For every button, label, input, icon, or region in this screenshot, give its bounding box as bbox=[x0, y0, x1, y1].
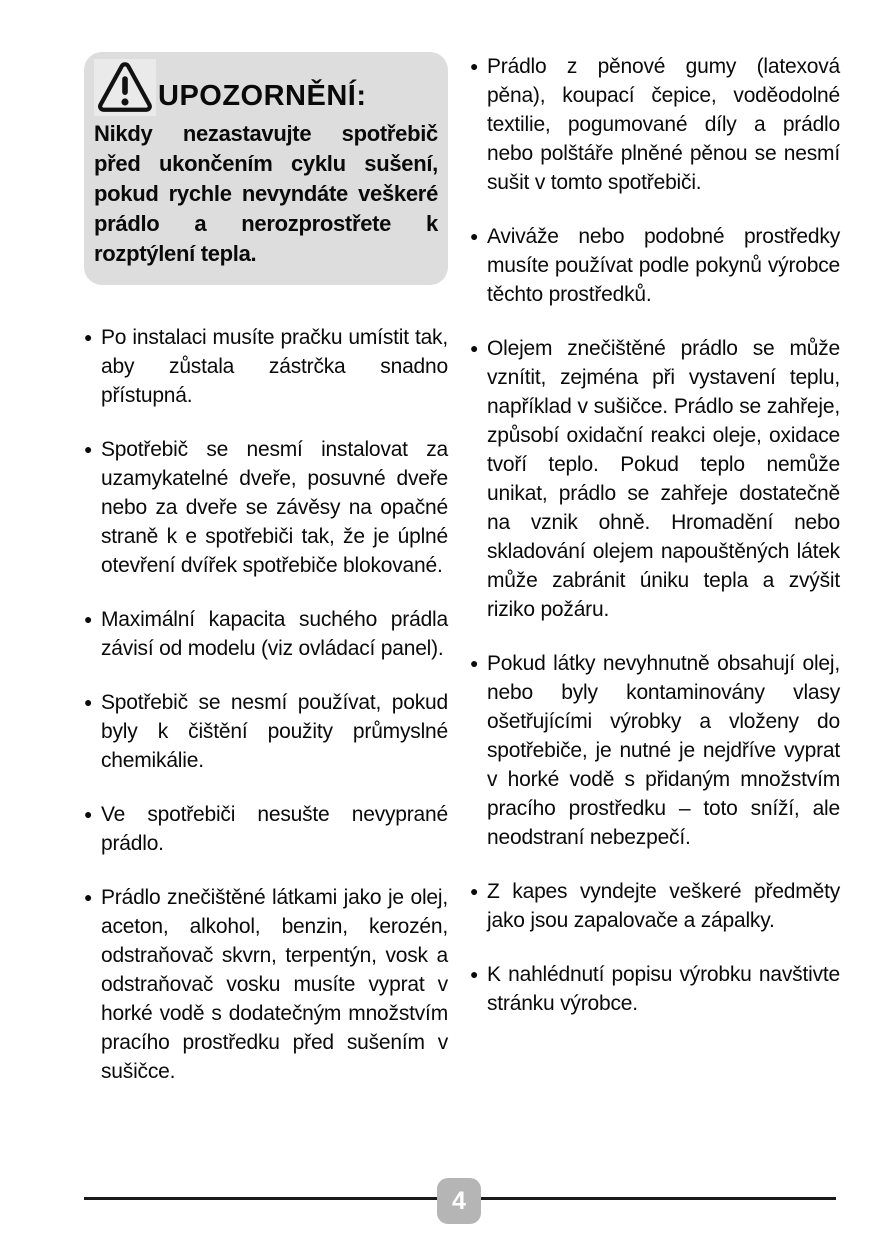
list-item bbox=[84, 435, 448, 580]
two-column-layout bbox=[84, 52, 840, 1086]
list-item-text: K nahlédnutí popisu výrobku navštivte stránku výrobce. bbox=[487, 963, 840, 1015]
warning-title: UPOZORNĚNÍ: bbox=[158, 80, 367, 112]
list-item-text: Z kapes vyndejte veškeré předměty jako jsou zapalovače a zápalky. bbox=[487, 880, 840, 932]
list-item bbox=[470, 222, 840, 309]
bullet-icon: ● bbox=[84, 889, 93, 905]
list-item-text: Maximální kapacita suchého prádla závisí od modelu (viz ovládací panel). bbox=[101, 608, 448, 660]
list-item-text: Spotřebič se nesmí instalovat za uzamykatelné dveře, posuvné dveře nebo za dveře se závěsy na opačné straně k e spotřebiči tak, že je úplné otevření dvířek spotřebiče blokované. bbox=[101, 438, 448, 577]
list-item bbox=[470, 649, 840, 852]
list-item bbox=[84, 800, 448, 858]
warning-text: Nikdy nezastavujte spotřebič před ukončením cyklu sušení, pokud rychle nevyndáte veškeré prádlo a nerozprostřete k rozptýlení tepla. bbox=[94, 121, 438, 266]
list-item-text: Olejem znečištěné prádlo se může vznítit, zejména při vystavení teplu, například v sušičce. Prádlo se zahřeje, způsobí oxidační reakci oleje, oxidace tvoří teplo. Pokud teplo nemůže unikat, prádlo se zahřeje dostatečně na vznik ohně. Hromadění nebo skladování olejem napouštěných látek může zabránit úniku tepla a zvýšit riziko požáru. bbox=[487, 337, 840, 621]
safety-instructions-list-left bbox=[84, 323, 448, 1086]
list-item-text: Aviváže nebo podobné prostředky musíte používat podle pokynů výrobce těchto prostředků. bbox=[487, 225, 840, 306]
list-item bbox=[84, 323, 448, 410]
list-item bbox=[84, 605, 448, 663]
list-item-text: Prádlo z pěnové gumy (latexová pěna), koupací čepice, voděodolné textilie, pogumované díly a prádlo nebo polštáře plněné pěnou se nesmí sušit v tomto spotřebiči. bbox=[487, 55, 840, 194]
safety-instructions-list-right bbox=[470, 52, 840, 1018]
page-number-badge: 4 bbox=[437, 1178, 481, 1224]
list-item bbox=[470, 334, 840, 624]
bullet-icon: ● bbox=[470, 228, 479, 244]
list-item bbox=[470, 52, 840, 197]
bullet-icon: ● bbox=[84, 806, 93, 822]
bullet-icon: ● bbox=[470, 883, 479, 899]
list-item-text: Ve spotřebiči nesušte nevyprané prádlo. bbox=[101, 803, 448, 855]
list-item bbox=[84, 688, 448, 775]
bullet-icon: ● bbox=[470, 966, 479, 982]
bullet-icon: ● bbox=[470, 655, 479, 671]
list-item bbox=[470, 960, 840, 1018]
bullet-icon: ● bbox=[84, 441, 93, 457]
bullet-icon: ● bbox=[84, 329, 93, 345]
warning-triangle-icon bbox=[94, 59, 156, 116]
list-item bbox=[84, 883, 448, 1086]
list-item-text: Prádlo znečištěné látkami jako je olej, aceton, alkohol, benzin, kerozén, odstraňovač skvrn, terpentýn, vosk a odstraňovač vosku musíte vyprat v horké vodě s dodatečným množstvím pracího prostředku před sušením v sušičce. bbox=[101, 886, 448, 1083]
right-column bbox=[470, 52, 840, 1086]
bullet-icon: ● bbox=[84, 694, 93, 710]
warning-box bbox=[84, 52, 448, 285]
list-item-text: Spotřebič se nesmí používat, pokud byly k čištění použity průmyslné chemikálie. bbox=[101, 691, 448, 772]
list-item-text: Po instalaci musíte pračku umístit tak, aby zůstala zástrčka snadno přístupná. bbox=[101, 326, 448, 407]
warning-header bbox=[94, 59, 438, 116]
list-item bbox=[470, 877, 840, 935]
left-column bbox=[84, 52, 448, 1086]
bullet-icon: ● bbox=[470, 340, 479, 356]
list-item-text: Pokud látky nevyhnutně obsahují olej, nebo byly kontaminovány vlasy ošetřujícími výrobky a vloženy do spotřebiče, je nutné je nejdříve vyprat v horké vodě s přidaným množstvím pracího prostředku – toto sníží, ale neodstraní nebezpečí. bbox=[487, 652, 840, 849]
bullet-icon: ● bbox=[470, 58, 479, 74]
bullet-icon: ● bbox=[84, 611, 93, 627]
